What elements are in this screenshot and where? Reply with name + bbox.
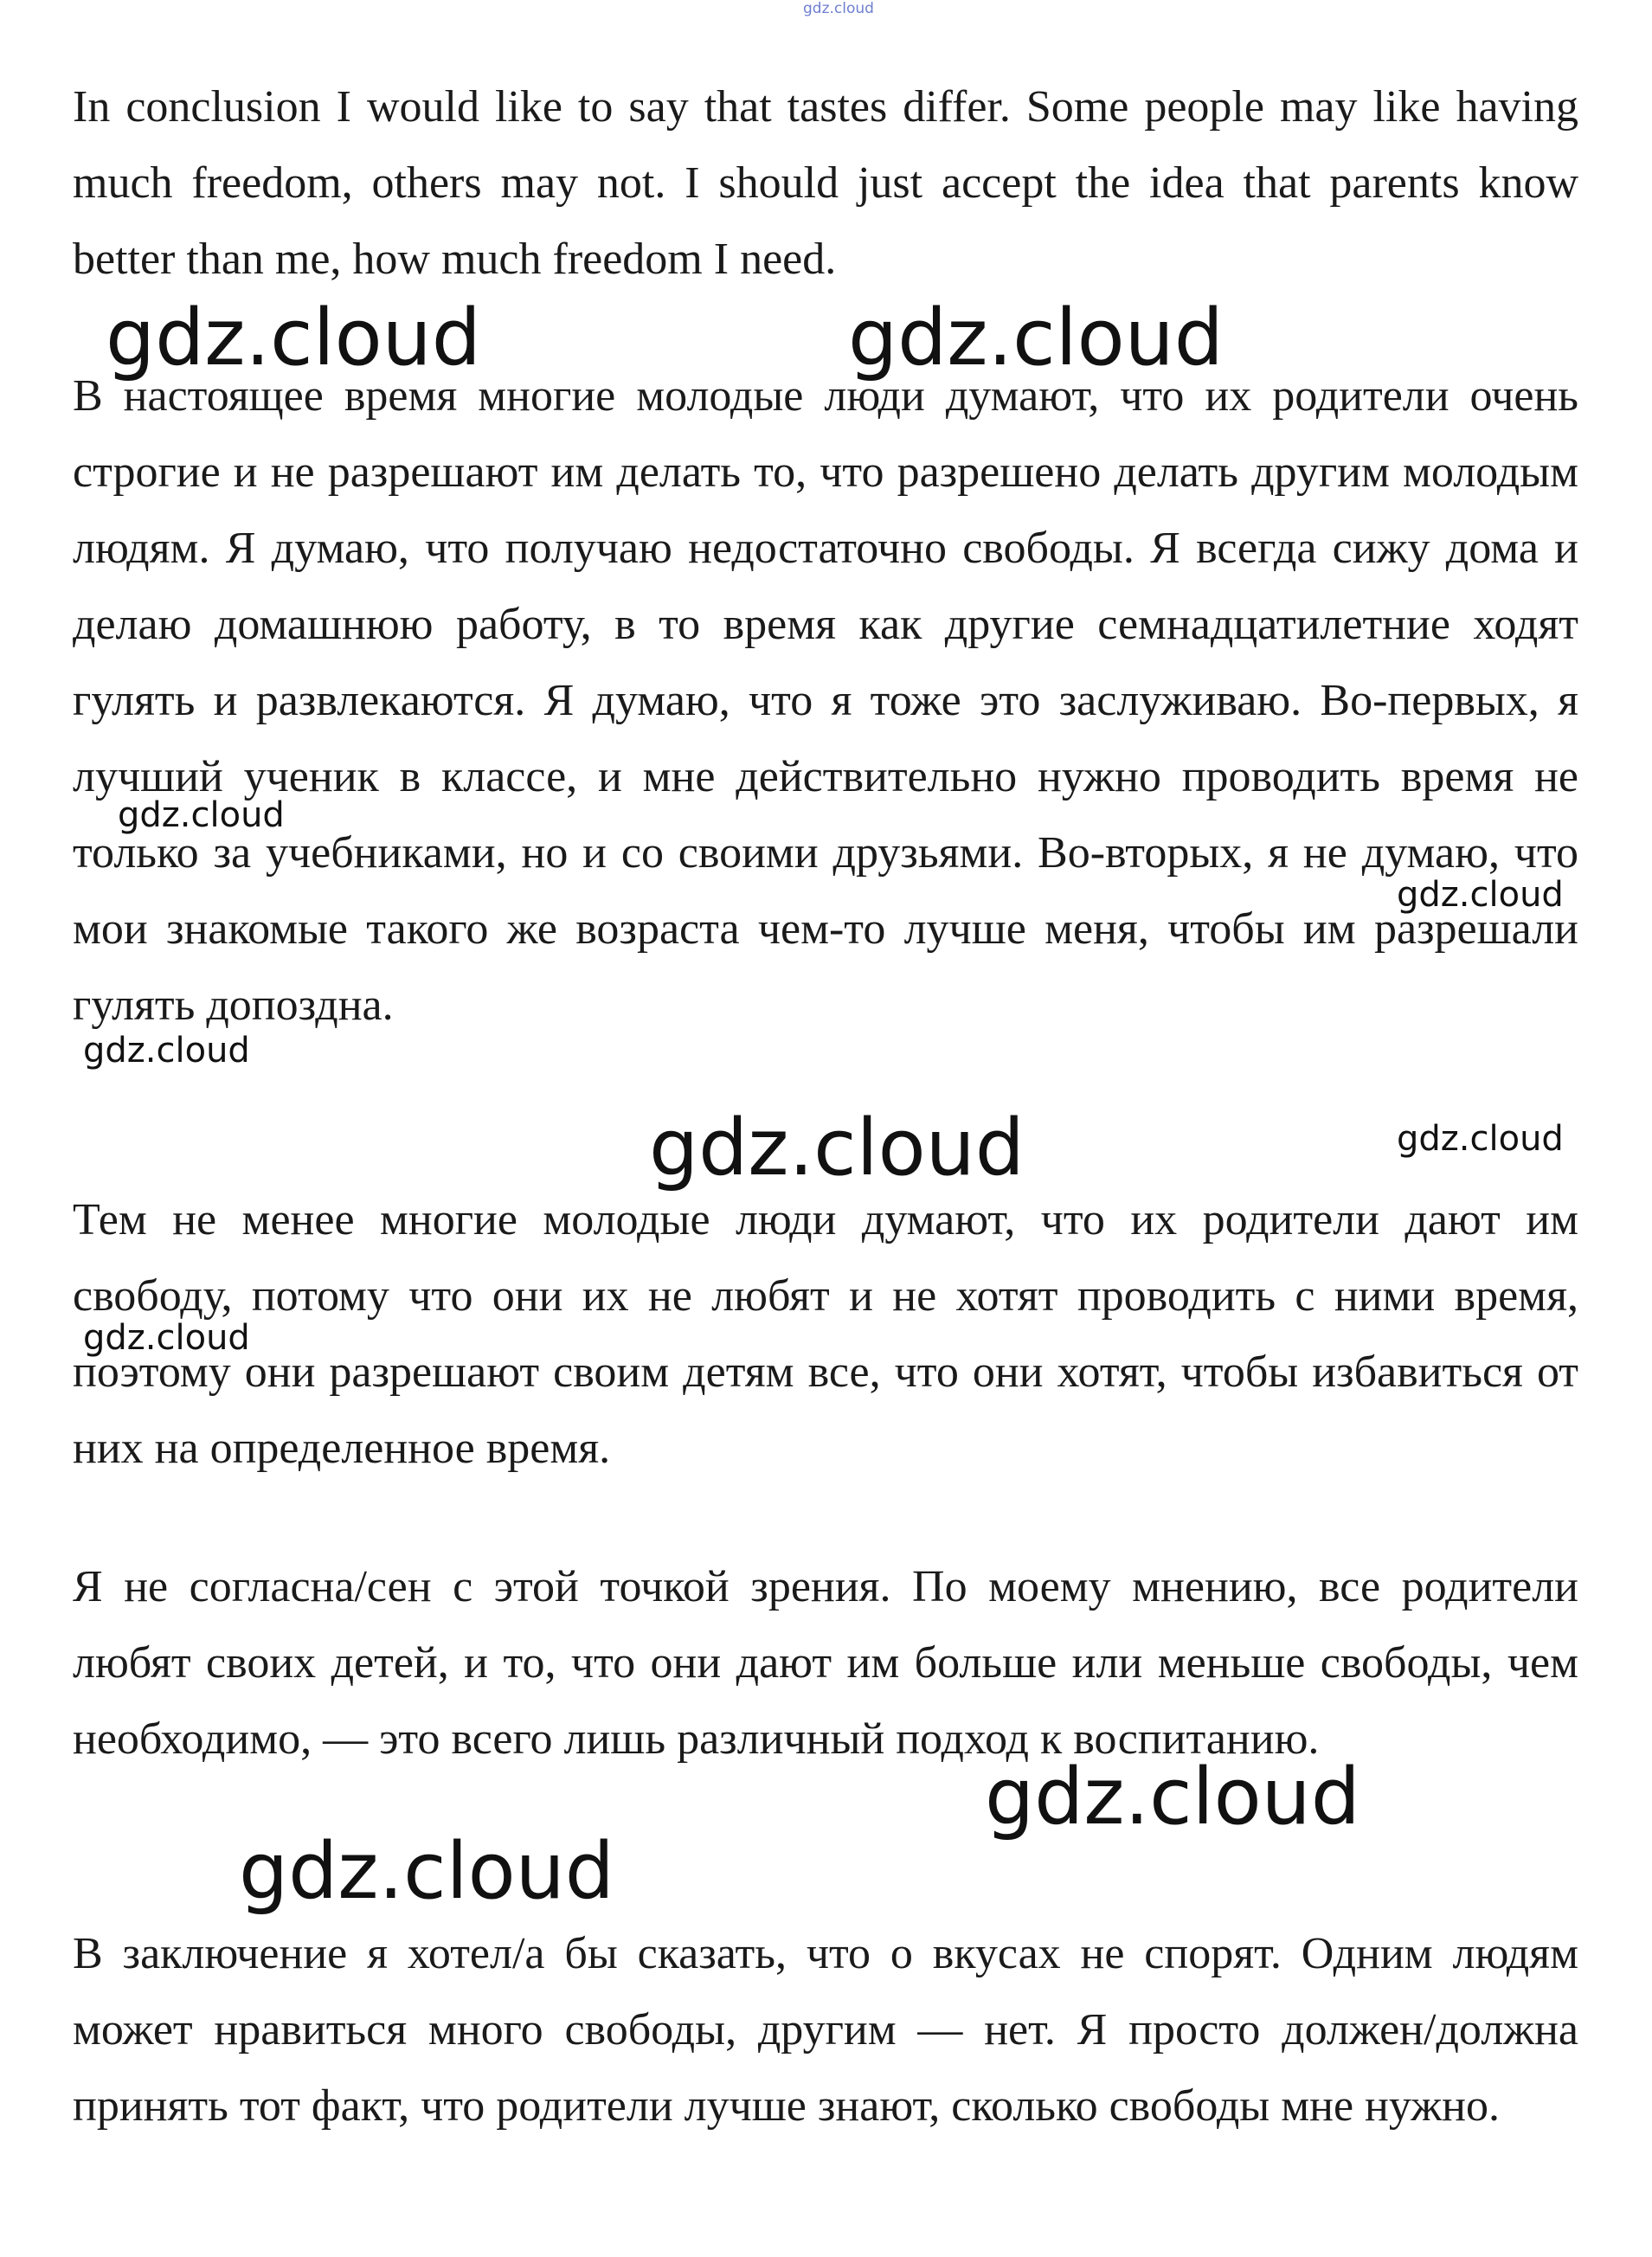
paragraph-opposing-view-ru: Тем не менее многие молодые люди думают, что их родители дают им свободу, потому что они их не любят и не хотят проводить с ними время, поэтому они разрешают своим детям все, что они хотят, чтобы избавиться от них на определенное время.	[73, 1195, 1578, 1473]
watermark: gdz.cloud	[106, 293, 481, 383]
watermark: gdz.cloud	[1397, 875, 1564, 915]
watermark: gdz.cloud	[1397, 1119, 1564, 1159]
watermark: gdz.cloud	[239, 1826, 614, 1917]
watermark: gdz.cloud	[649, 1103, 1025, 1193]
watermark: gdz.cloud	[985, 1752, 1360, 1842]
paragraph-own-opinion-ru: Я не согласна/сен с этой точкой зрения. По моему мнению, все родители любят своих детей, и то, что они дают им больше или меньше свободы, чем необходимо, — это всего лишь различный подход к воспитанию.	[73, 1562, 1578, 1764]
watermark: gdz.cloud	[83, 1318, 250, 1358]
watermark-top: gdz.cloud	[803, 0, 874, 17]
paragraph-intro-ru: В настоящее время многие молодые люди думают, что их родители очень строгие и не разрешают им делать то, что разрешено делать другим молодым людям. Я думаю, что получаю недостаточно свободы. Я всегда сижу дома и делаю домашнюю работу, в то время как другие семнадцатилетние ходят гулять и развлекаются. Я думаю, что я тоже это заслуживаю. Во-первых, я лучший ученик в классе, и мне действительно нужно проводить время не только за учебниками, но и со своими друзьями. Во-вторых, я не думаю, что мои знакомые такого же возраста чем-то лучше меня, чтобы им разрешали гулять допоздна.	[73, 371, 1578, 1030]
paragraph-english-conclusion: In conclusion I would like to say that tastes differ. Some people may like having much freedom, others may not. I should just accept the idea that parents know better than me, how much freedom I need.	[73, 82, 1578, 284]
watermark: gdz.cloud	[848, 293, 1224, 383]
paragraph-conclusion-ru: В заключение я хотел/а бы сказать, что о вкусах не спорят. Одним людям может нравиться много свободы, другим — нет. Я просто должен/должна принять тот факт, что родители лучше знают, сколько свободы мне нужно.	[73, 1929, 1578, 2131]
watermark: gdz.cloud	[83, 1031, 250, 1071]
watermark: gdz.cloud	[118, 795, 285, 835]
